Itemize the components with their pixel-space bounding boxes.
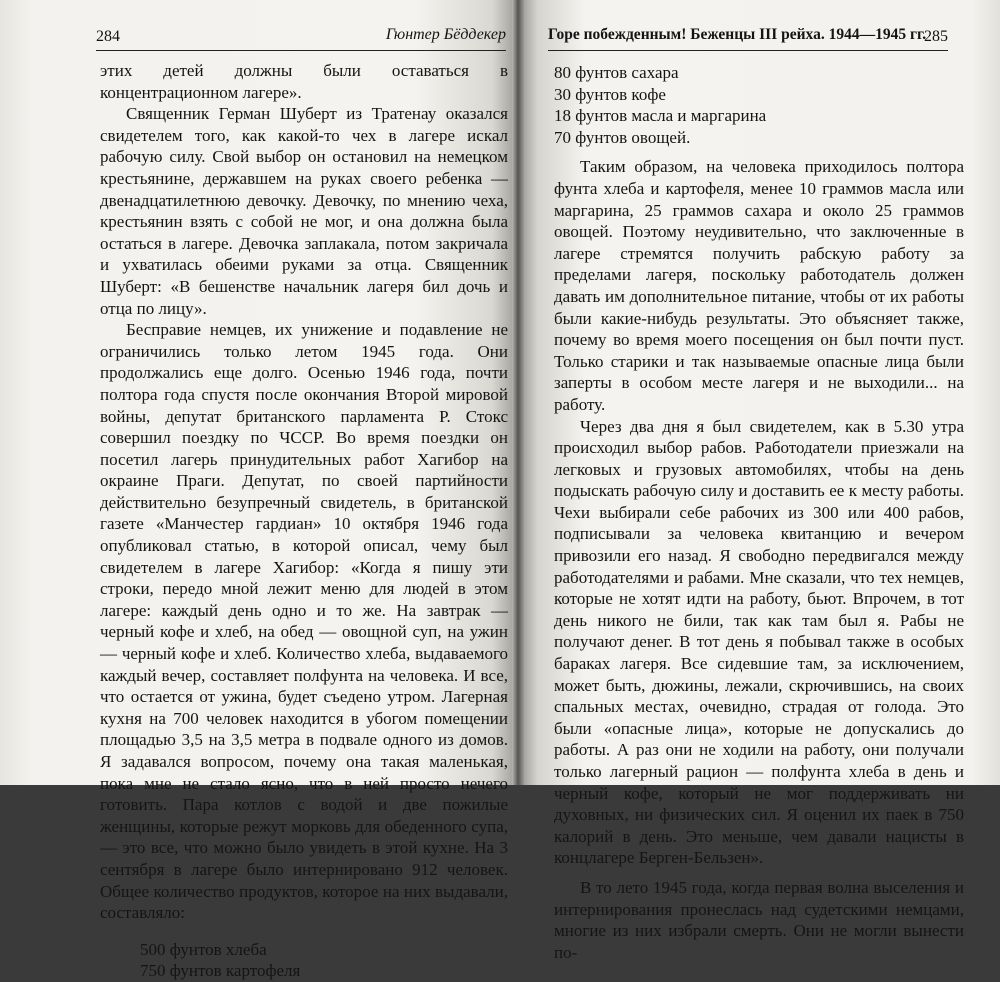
right-page — [518, 0, 1000, 962]
provisions-list — [100, 939, 508, 982]
provisions-list-continued — [554, 62, 964, 148]
list-item: 80 фунтов сахара — [554, 63, 679, 82]
list-item: 30 фунтов кофе — [554, 84, 666, 104]
list-item: 70 фунтов овощей. — [554, 127, 691, 147]
right-page-header — [548, 22, 948, 51]
list-item: 750 фунтов картофеля — [140, 961, 301, 981]
paragraph: Через два дня я был свидетелем, как в 5.30 утра происходил выбор рабов. Работодатели приезжали на легковых и грузовых автомобилях, чтобы на день подыскать рабочую силу и доставить ее к месту работы. Чехи выбирали себе рабочих из 300 или 400 рабов, подписывали за человека квитанцию и вечером привозили его назад. Я свободно передвигался между работодателями и рабами. Мне сказали, что тех немцев, которые не хотят идти на работу, бьют. Впрочем, в тот день никого не били, так как там был я. Рабы не получают денег. В тот день я побывал также в особых бараках лагеря. Все сидевшие там, за исключением, может быть, дюжины, лежали, скрючившись, на своих спальных местах, очевидно, страдая от голода. Это были «опасные лица», которые не допускались до работы. А раз они не ходили на работу, они получали только лагерный рацион — полфунта хлеба в день и черный кофе, который не мог поддерживать ни духовных, ни физических сил. Я оценил их паек в 750 калорий в день. Это меньше, чем давали нацисты в концлагере Берген-Бельзен». — [554, 416, 964, 868]
left-page-number: 284 — [96, 28, 120, 45]
paragraph: Священник Герман Шуберт из Тратенау оказался свидетелем того, как какой-то чех в лагере искал рабочую силу. Свой выбор он остановил на немецком крестьянине, державшем на руках своего ребенка — двенадцатилетнюю девочку. Девочку, по мнению чеха, крестьянин взять с собой не мог, и она должна была остаться в лагере. Девочка заплакала, потом закричала и ухватилась обеими руками за отца. Священник Шуберт: «В бешенстве начальник лагеря бил дочь и отца по лицу». — [100, 104, 508, 318]
book-spine — [512, 0, 524, 785]
paragraph: Таким образом, на человека приходилось полтора фунта хлеба и картофеля, менее 10 граммов масла или маргарина, 25 граммов сахара и около 25 граммов овощей. Поэтому неудивительно, что заключенные в лагере стремятся получить рабскую работу за пределами лагеря, поскольку работодатель должен давать им дополнительное питание, чтобы от их работы были какие-нибудь результаты. Это объясняет также, почему во время моего посещения он был почти пуст. Только старики и так называемые опасные лица были заперты в особом месте лагеря и не выходили... на работу. — [554, 157, 964, 414]
spacer — [554, 869, 964, 877]
left-page-body — [100, 60, 508, 982]
paragraph: В то лето 1945 года, когда первая волна выселения и интернирования пронеслась над судетскими немцами, многие из них избрали смерть. Они не могли вынести по- — [554, 877, 964, 962]
paragraph: этих детей должны были оставаться в концентрационном лагере». — [100, 61, 508, 102]
spacer — [554, 148, 964, 156]
left-running-head: Гюнтер Бёддекер — [385, 26, 506, 43]
list-item: 500 фунтов хлеба — [140, 939, 267, 959]
list-item: 18 фунтов масла и маргарина — [554, 106, 767, 126]
right-page-body — [554, 62, 964, 963]
paragraph: Бесправие немцев, их унижение и подавление не ограничились только летом 1945 года. Они продолжались еще долго. Осенью 1946 года, почти полтора года спустя после окончания Второй мировой войны, депутат британского парламента Р. Стокс совершил поездку по ЧССР. Во время поездки он посетил лагерь принудительных работ Хагибор на окраине Праги. Депутат, по своей партийности действительно безупречный свидетель, в британской газете «Манчестер гардиан» 10 октября 1946 года опубликовал статью, в которой описал, чему был свидетелем в лагере Хагибор: «Когда я пишу эти строки, передо мной лежит меню для людей в этом лагере: каждый день одно и то же. На завтрак — черный кофе и хлеб, на обед — овощной суп, на ужин — черный кофе и хлеб. Количество хлеба, выдаваемого каждый вечер, составляет полфунта на человека. И все, что остается от ужина, будет съедено утром. Лагерная кухня на 700 человек находится в убогом помещении площадью 3,5 на 3,5 метра в подвале одного из домов. Я задавался вопросом, почему она такая маленькая, пока мне не стало ясно, что в ней просто нечего готовить. Пара котлов с водой и две пожилые женщины, которые режут морковь для обеденного супа, — это все, что можно было увидеть в этой кухне. На 3 сентября в лагере было интернировано 912 человек. Общее количество продуктов, которое на них выдавали, составляло: — [100, 320, 508, 923]
right-page-number: 285 — [924, 28, 948, 45]
left-page-header — [96, 22, 506, 51]
right-running-head: Горе побежденным! Беженцы III рейха. 1944—1945 гг. — [548, 26, 927, 43]
